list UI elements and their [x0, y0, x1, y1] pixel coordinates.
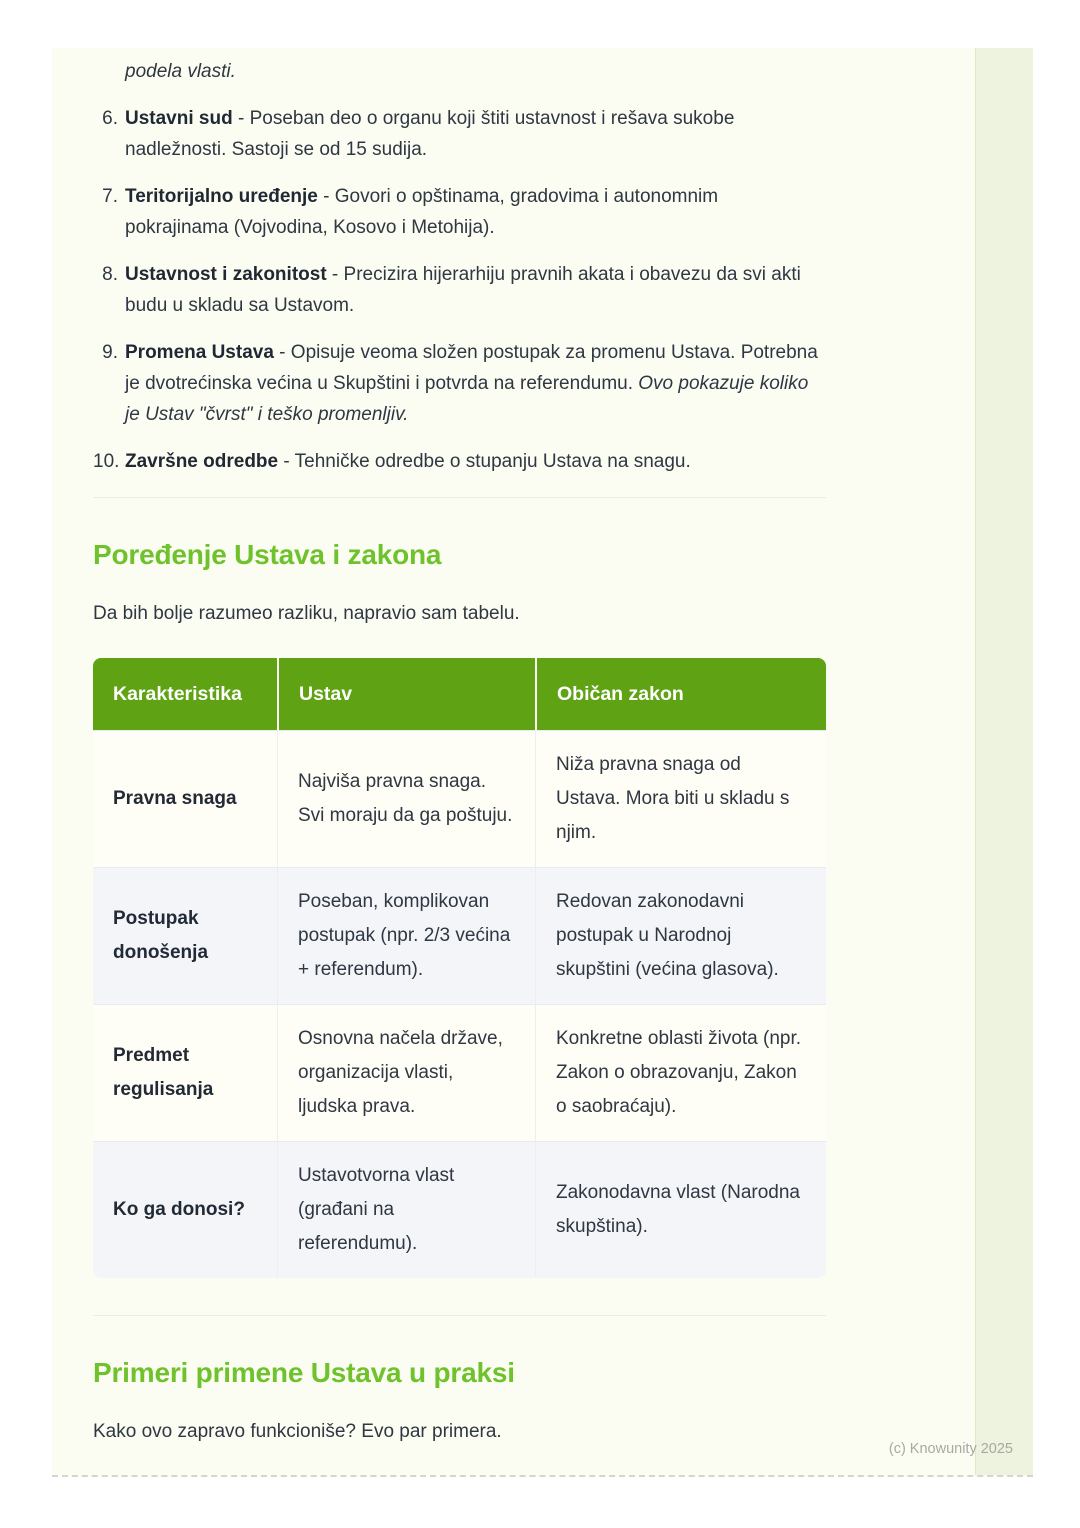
section-title-examples: Primeri primene Ustava u praksi — [93, 1357, 515, 1388]
right-margin-stripe — [975, 48, 1033, 1475]
list-item-text — [125, 103, 826, 165]
list-item-term: Ustavnost i zakonitost — [125, 264, 327, 285]
list-item-term: Završne odredbe — [125, 451, 279, 472]
list-item-italic-note: Ovo pokazuje koliko je Ustav "čvrst" i teško promenljiv. — [125, 373, 809, 425]
list-item-number: 6. — [102, 108, 118, 129]
ustav-cell: Najviša pravna snaga. Svi moraju da ga poštuju. — [277, 730, 535, 867]
list-item — [93, 181, 826, 243]
row-label-cell: Pravna snaga — [93, 730, 277, 867]
list-item-number: 8. — [102, 264, 118, 285]
list-item-description: - Govori o opštinama, gradovima i autonomnim pokrajinama (Vojvodina, Kosovo i Metohija). — [125, 186, 719, 238]
list-item-text — [125, 259, 826, 321]
list-item — [93, 259, 826, 321]
comparison-table-header — [93, 658, 826, 730]
zakon-cell: Niža pravna snaga od Ustava. Mora biti u skladu s njim. — [535, 730, 826, 867]
list-item-text — [125, 181, 826, 243]
copyright-watermark: (c) Knowunity 2025 — [888, 1441, 1013, 1457]
list-item-text — [125, 446, 826, 477]
comparison-table — [93, 658, 826, 1278]
table-row — [93, 867, 826, 1004]
page-content — [93, 48, 826, 1447]
table-row — [93, 1004, 826, 1141]
list-item-term: Promena Ustava — [125, 342, 274, 363]
list-item-number: 7. — [102, 186, 118, 207]
list-item-term: Ustavni sud — [125, 108, 233, 129]
numbered-list — [93, 103, 826, 477]
list-item-description: - Poseban deo o organu koji štiti ustavnost i rešava sukobe nadležnosti. Sastoji se od 15 sudija. — [125, 108, 735, 160]
list-item-term: Teritorijalno uređenje — [125, 186, 318, 207]
row-label-cell: Predmet regulisanja — [93, 1004, 277, 1141]
row-label-cell: Ko ga donosi? — [93, 1141, 277, 1278]
comparison-intro-text: Da bih bolje razumeo razliku, napravio sam tabelu. — [93, 603, 520, 624]
zakon-cell: Redovan zakonodavni postupak u Narodnoj skupštini (većina glasova). — [535, 867, 826, 1004]
list-item — [93, 103, 826, 165]
column-header-karakteristika: Karakteristika — [93, 658, 277, 730]
table-row — [93, 730, 826, 867]
ustav-cell: Poseban, komplikovan postupak (npr. 2/3 većina + referendum). — [277, 867, 535, 1004]
list-item — [93, 337, 826, 430]
column-header-ustav: Ustav — [277, 658, 535, 730]
zakon-cell: Zakonodavna vlast (Narodna skupština). — [535, 1141, 826, 1278]
list-item-description: - Tehničke odredbe o stupanju Ustava na snagu. — [278, 451, 691, 472]
list-item-number: 9. — [102, 342, 118, 363]
row-label-cell: Postupak donošenja — [93, 867, 277, 1004]
list-item — [93, 446, 826, 477]
section-divider — [93, 497, 826, 498]
list-item-description: - Opisuje veoma složen postupak za promenu Ustava. Potrebna je dvotrećinska većina u Skupštini i potvrda na referendumu. — [125, 342, 818, 394]
ustav-cell: Osnovna načela države, organizacija vlasti, ljudska prava. — [277, 1004, 535, 1141]
notes-page-card — [52, 48, 1033, 1477]
list-item-text — [125, 337, 826, 430]
list-item-number: 10. — [93, 451, 120, 472]
section-divider — [93, 1315, 826, 1316]
list-item-continuation: podela vlasti. — [125, 61, 236, 82]
section-title-comparison: Poređenje Ustava i zakona — [93, 539, 442, 570]
ustav-cell: Ustavotvorna vlast (građani na referendumu). — [277, 1141, 535, 1278]
column-header-obican-zakon: Običan zakon — [535, 658, 826, 730]
comparison-table-body — [93, 730, 826, 1278]
table-row — [93, 1141, 826, 1278]
examples-intro-text: Kako ovo zapravo funkcioniše? Evo par primera. — [93, 1421, 502, 1442]
list-item-description: - Precizira hijerarhiju pravnih akata i obavezu da svi akti budu u skladu sa Ustavom. — [125, 264, 801, 316]
zakon-cell: Konkretne oblasti života (npr. Zakon o obrazovanju, Zakon o saobraćaju). — [535, 1004, 826, 1141]
